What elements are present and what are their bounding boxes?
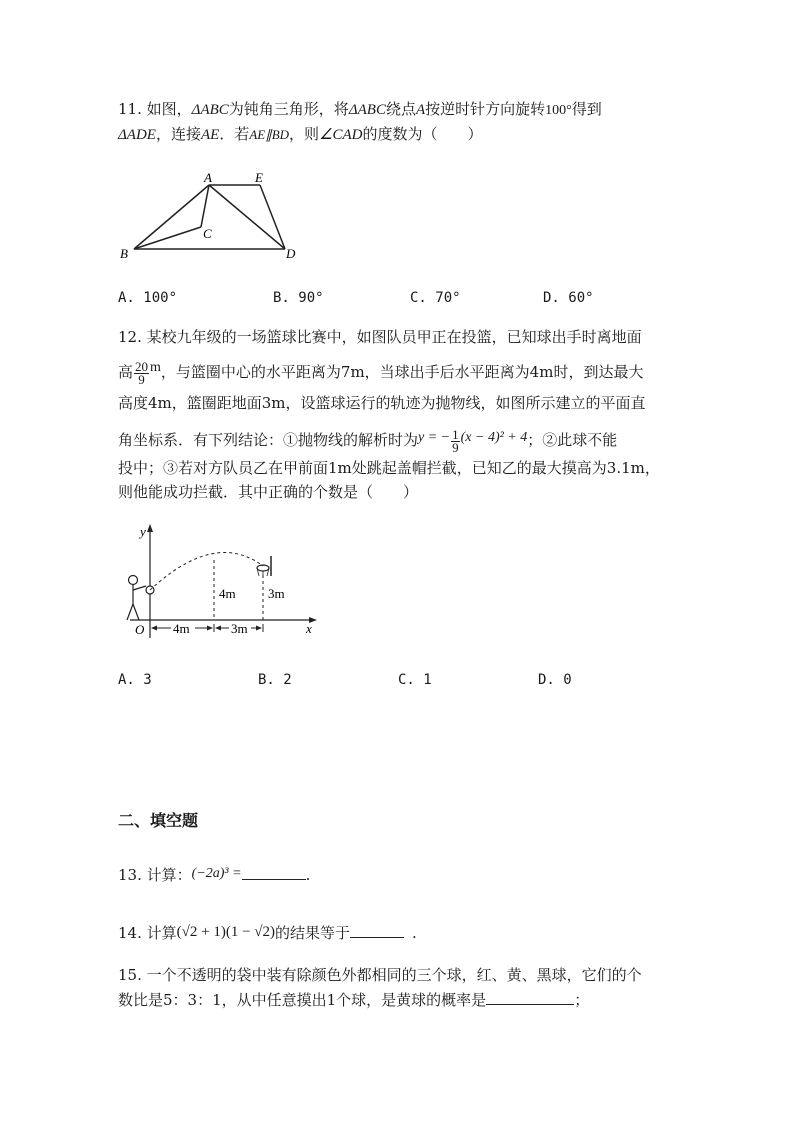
q11-line-ab — [134, 185, 209, 249]
q14-answer-blank[interactable] — [350, 937, 404, 938]
q15-text: 数比是5：3：1，从中任意摸出1个球，是黄球的概率是 — [118, 991, 487, 1009]
q13-answer-blank[interactable] — [242, 879, 306, 880]
q12-fraction-denominator: 9 — [138, 371, 145, 387]
q12-formula-numerator: 1 — [452, 426, 459, 442]
q12-text: 角坐标系．有下列结论：①抛物线的解析时为 — [118, 431, 419, 449]
q13-text: 计算： — [146, 866, 192, 884]
q12-number: 12. — [118, 328, 142, 346]
q12-line3 — [118, 393, 646, 413]
q11-option-a[interactable]: A. 100° — [118, 290, 178, 306]
q11-point-a: A — [415, 102, 426, 118]
q11-text: 为钝角三角形，将 — [228, 100, 349, 118]
q12-trajectory — [150, 553, 263, 591]
q12-y-label: y — [140, 524, 146, 539]
q12-y-axis-arrow — [147, 524, 153, 532]
q12-distance-4m: 4m — [173, 621, 190, 636]
q11-label-d: D — [286, 246, 296, 261]
q11-label-a: A — [204, 170, 212, 185]
q12-text: 则他能成功拦截．其中正确的个数是（ ） — [118, 483, 419, 501]
q11-number: 11. — [118, 100, 142, 118]
q12-formula-rest: (x − 4)² + 4 — [460, 430, 528, 445]
q13-line — [118, 864, 310, 885]
q12-text: 高度4m，篮圈距地面3m，设篮球运行的轨迹为抛物线，如图所示建立的平面直 — [118, 394, 646, 412]
q12-x-label: x — [306, 621, 312, 636]
q11-angle-cad: ∠CAD — [319, 127, 363, 143]
q12-line6 — [118, 482, 418, 502]
q11-triangle-ade: ΔADE — [118, 127, 156, 143]
q12-fraction-20-9 — [134, 358, 149, 387]
q12-player-figure — [127, 576, 146, 621]
q12-line2 — [118, 358, 643, 386]
q15-line2 — [118, 990, 589, 1010]
q13-end: . — [305, 866, 311, 884]
q12-formula-y: y = − — [418, 430, 451, 445]
q11-text: 如图， — [146, 100, 192, 118]
q12-height-3m: 3m — [268, 586, 285, 601]
q15-number: 15. — [118, 966, 142, 984]
section-title: 二、填空题 — [118, 811, 199, 830]
q14-end: . — [412, 924, 417, 942]
q14-expression: (√2 + 1)(1 − √2) — [176, 924, 276, 940]
q14-line — [118, 922, 417, 943]
q12-option-c[interactable]: C. 1 — [398, 672, 432, 688]
q15-answer-blank[interactable] — [486, 1004, 574, 1005]
q15-text: 一个不透明的袋中装有除颜色外都相同的三个球，红、黄、黑球，它们的个 — [146, 966, 642, 984]
q12-text: 某校九年级的一场篮球比赛中，如图队员甲正在投篮，已知球出手时离地面 — [146, 328, 642, 346]
q15-line1 — [118, 965, 642, 985]
q11-text: 得到 — [571, 100, 602, 118]
q13-number: 13. — [118, 866, 142, 884]
q14-text: 的结果等于 — [275, 924, 351, 942]
q11-label-c: C — [203, 226, 212, 241]
q11-text: ．若 — [219, 125, 250, 143]
q12-origin-label: O — [135, 622, 145, 637]
q11-triangle-abc: ΔABC — [191, 102, 229, 118]
q12-text: 高 — [118, 363, 134, 381]
q12-height-4m: 4m — [219, 586, 236, 601]
q12-line4 — [118, 428, 617, 454]
q11-segment-ae: AE — [200, 127, 220, 143]
q11-label-b: B — [120, 246, 128, 261]
q11-text: 的度数为（ ） — [362, 125, 483, 143]
q11-triangle-abc: ΔABC — [348, 102, 386, 118]
q12-unit: m — [150, 360, 161, 375]
q11-line-bc — [134, 227, 201, 249]
q12-formula-denominator: 9 — [452, 439, 459, 455]
q14-number: 14. — [118, 924, 142, 942]
q12-figure — [115, 520, 325, 645]
q11-text: 绕点 — [385, 100, 416, 118]
q11-text: ，连接 — [155, 125, 201, 143]
q12-fraction-numerator: 20 — [135, 358, 149, 374]
q12-option-b[interactable]: B. 2 — [258, 672, 292, 688]
q12-option-a[interactable]: A. 3 — [118, 672, 152, 688]
q12-formula-fraction — [451, 426, 460, 455]
q11-line-ad — [209, 185, 285, 249]
q15-end: ； — [574, 991, 590, 1009]
q11-option-c[interactable]: C. 70° — [410, 290, 461, 306]
q13-expression: (−2a)³ = — [191, 866, 242, 881]
q11-line1 — [118, 99, 602, 121]
q11-figure — [110, 165, 310, 265]
q11-option-b[interactable]: B. 90° — [273, 290, 324, 306]
q12-option-d[interactable]: D. 0 — [538, 672, 572, 688]
q11-text: ，则 — [289, 125, 320, 143]
q11-angle: 100° — [545, 103, 572, 118]
q11-text: 按逆时针方向旋转 — [425, 100, 546, 118]
q11-line2 — [118, 124, 483, 145]
q11-option-d[interactable]: D. 60° — [543, 290, 594, 306]
q12-text: 投中；③若对方队员乙在甲前面1m处跳起盖帽拦截，已知乙的最大摸高为3.1m， — [118, 459, 660, 477]
q14-text: 计算 — [146, 924, 177, 942]
q12-text: ；②此球不能 — [527, 431, 618, 449]
q11-parallel: AE∥BD — [249, 127, 290, 142]
q11-label-e: E — [255, 170, 263, 185]
q12-distance-3m: 3m — [231, 621, 248, 636]
q12-line1 — [118, 327, 642, 347]
q12-line5 — [118, 458, 660, 478]
q12-text: ，与篮圈中心的水平距离为7m，当球出手后水平距离为4m时，到达最大 — [160, 363, 644, 381]
